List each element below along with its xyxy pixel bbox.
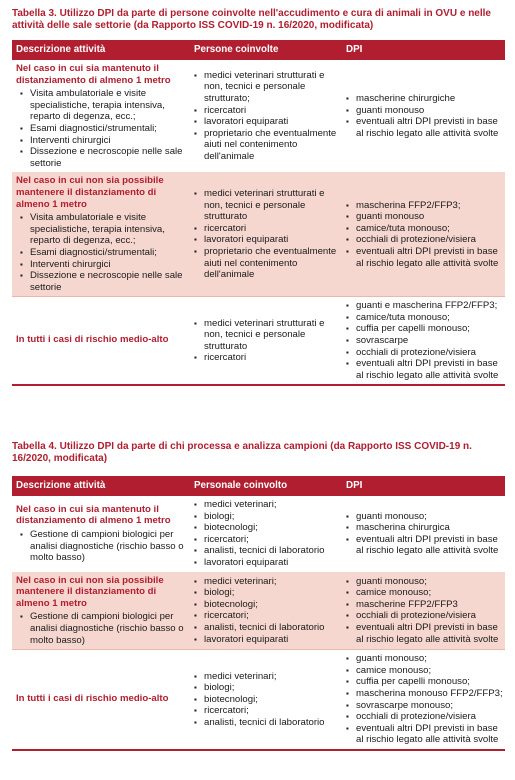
dpi-item: ▪ eventuali altri DPI previsti in base al rischio legato alle attività svolte bbox=[346, 116, 503, 139]
dpi-item: ▪ guanti monouso; bbox=[346, 576, 503, 588]
person-item: ▪ ricercatori; bbox=[194, 534, 340, 546]
dpi-item: ▪ guanti monouso bbox=[346, 105, 503, 117]
table-row bbox=[12, 496, 505, 572]
person-item: ▪ medici veterinari; bbox=[194, 499, 340, 511]
activity-item: ▪ Interventi chirurgici bbox=[20, 259, 188, 271]
dpi-item: ▪ occhiali di protezione/visiera bbox=[346, 234, 503, 246]
person-item: ▪ ricercatori bbox=[194, 105, 340, 117]
person-item: ▪ ricercatori bbox=[194, 223, 340, 235]
dpi-item: ▪ guanti monouso; bbox=[346, 653, 503, 665]
dpi-item: ▪ sovrascarpe bbox=[346, 335, 503, 347]
dpi-list bbox=[346, 200, 503, 270]
activity-item: ▪ Visita ambulatoriale e visite specialistiche, terapia intensiva, reparto di degenza, ecc.; bbox=[20, 88, 188, 123]
activity-list bbox=[20, 529, 188, 564]
person-item: ▪ analisti, tecnici di laboratorio bbox=[194, 545, 340, 557]
dpi-item: ▪ eventuali altri DPI previsti in base al rischio legato alle attività svolte bbox=[346, 723, 503, 746]
activity-item: ▪ Interventi chirurgici bbox=[20, 135, 188, 147]
person-item: ▪ biotecnologi; bbox=[194, 694, 340, 706]
description-cell bbox=[12, 297, 190, 386]
activity-item: ▪ Dissezione e necroscopie nelle sale settorie bbox=[20, 270, 188, 293]
dpi-list bbox=[346, 300, 503, 381]
header-people: Personale coinvolto bbox=[190, 476, 342, 496]
dpi-list bbox=[346, 576, 503, 646]
activity-item: ▪ Esami diagnostici/strumentali; bbox=[20, 247, 188, 259]
dpi-cell bbox=[342, 297, 505, 386]
activity-item: ▪ Gestione di campioni biologici per analisi diagnostiche (rischio basso o molto basso) bbox=[20, 529, 188, 564]
person-list bbox=[194, 499, 340, 569]
activity-item: ▪ Gestione di campioni biologici per analisi diagnostiche (rischio basso o molto basso) bbox=[20, 611, 188, 646]
dpi-cell bbox=[342, 60, 505, 172]
header-dpi: DPI bbox=[342, 40, 505, 60]
dpi-item: ▪ eventuali altri DPI previsti in base al rischio legato alle attività svolte bbox=[346, 358, 503, 381]
dpi-item: ▪ occhiali di protezione/visiera bbox=[346, 610, 503, 622]
dpi-cell bbox=[342, 496, 505, 572]
person-item: ▪ medici veterinari strutturati e non, tecnici e personale strutturato; bbox=[194, 70, 340, 105]
description-cell bbox=[12, 60, 190, 172]
dpi-item: ▪ mascherina chirurgica bbox=[346, 522, 503, 534]
row-heading: Nel caso in cui non sia possibile mantenere il distanziamento di almeno 1 metro bbox=[16, 175, 164, 210]
row-heading: Nel caso in cui sia mantenuto il distanziamento di almeno 1 metro bbox=[16, 63, 171, 86]
description-cell bbox=[12, 650, 190, 750]
person-item: ▪ ricercatori; bbox=[194, 610, 340, 622]
table-row bbox=[12, 172, 505, 296]
person-item: ▪ biologi; bbox=[194, 511, 340, 523]
dpi-item: ▪ guanti e mascherina FFP2/FFP3; bbox=[346, 300, 503, 312]
person-list bbox=[194, 188, 340, 281]
person-item: ▪ proprietario che eventualmente aiuti nel contenimento dell'animale bbox=[194, 128, 340, 163]
person-item: ▪ biotecnologi; bbox=[194, 599, 340, 611]
person-item: ▪ medici veterinari strutturati e non, tecnici e personale strutturato bbox=[194, 188, 340, 223]
table3-header-row bbox=[12, 40, 505, 60]
person-list bbox=[194, 576, 340, 646]
people-cell bbox=[190, 172, 342, 296]
dpi-list bbox=[346, 511, 503, 557]
person-item: ▪ proprietario che eventualmente aiuti nel contenimento dell'animale bbox=[194, 246, 340, 281]
person-list bbox=[194, 318, 340, 364]
dpi-item: ▪ mascherine chirurgiche bbox=[346, 93, 503, 105]
table4-header-row bbox=[12, 476, 505, 496]
dpi-item: ▪ camice monouso; bbox=[346, 587, 503, 599]
person-item: ▪ analisti, tecnici di laboratorio bbox=[194, 717, 340, 729]
dpi-item: ▪ guanti monouso bbox=[346, 211, 503, 223]
row-heading: Nel caso in cui non sia possibile mantenere il distanziamento di almeno 1 metro bbox=[16, 574, 164, 609]
dpi-item: ▪ cuffia per capelli monouso; bbox=[346, 323, 503, 335]
dpi-item: ▪ mascherine FFP2/FFP3 bbox=[346, 599, 503, 611]
person-list bbox=[194, 671, 340, 729]
description-cell bbox=[12, 572, 190, 650]
person-item: ▪ lavoratori equiparati bbox=[194, 116, 340, 128]
person-item: ▪ medici veterinari strutturati e non, tecnici e personale strutturato bbox=[194, 318, 340, 353]
dpi-item: ▪ sovrascarpe monouso; bbox=[346, 700, 503, 712]
activity-list bbox=[20, 611, 188, 646]
dpi-cell bbox=[342, 172, 505, 296]
dpi-item: ▪ eventuali altri DPI previsti in base al rischio legato alle attività svolte bbox=[346, 246, 503, 269]
dpi-item: ▪ occhiali di protezione/visiera bbox=[346, 347, 503, 359]
person-list bbox=[194, 70, 340, 163]
description-cell bbox=[12, 172, 190, 296]
activity-item: ▪ Visita ambulatoriale e visite specialistiche, terapia intensiva, reparto di degenza, ecc.; bbox=[20, 212, 188, 247]
table3-caption: Tabella 3. Utilizzo DPI da parte di persone coinvolte nell'accudimento e cura di animali in OVU e nelle attività delle sale settorie (da Rapporto ISS COVID-19 n. 16/2020, modificata) bbox=[12, 8, 491, 32]
table-row bbox=[12, 60, 505, 172]
dpi-item: ▪ cuffia per capelli monouso; bbox=[346, 676, 503, 688]
dpi-item: ▪ mascherina monouso FFP2/FFP3; bbox=[346, 688, 503, 700]
activity-item: ▪ Esami diagnostici/strumentali; bbox=[20, 123, 188, 135]
dpi-item: ▪ occhiali di protezione/visiera bbox=[346, 711, 503, 723]
header-description: Descrizione attività bbox=[12, 476, 190, 496]
person-item: ▪ lavoratori equiparati bbox=[194, 634, 340, 646]
table3 bbox=[12, 40, 505, 386]
dpi-list bbox=[346, 653, 503, 746]
people-cell bbox=[190, 650, 342, 750]
description-cell bbox=[12, 496, 190, 572]
row-heading: In tutti i casi di rischio medio-alto bbox=[16, 334, 169, 346]
table4-caption: Tabella 4. Utilizzo DPI da parte di chi processa e analizza campioni (da Rapporto ISS COVID-19 n. 16/2020, modificata) bbox=[12, 441, 472, 465]
row-heading: In tutti i casi di rischio medio-alto bbox=[16, 692, 169, 704]
person-item: ▪ medici veterinari; bbox=[194, 576, 340, 588]
table4 bbox=[12, 476, 505, 751]
dpi-item: ▪ camice monouso; bbox=[346, 665, 503, 677]
person-item: ▪ ricercatori bbox=[194, 352, 340, 364]
activity-item: ▪ Dissezione e necroscopie nelle sale settorie bbox=[20, 146, 188, 169]
header-description: Descrizione attività bbox=[12, 40, 190, 60]
activity-list bbox=[20, 212, 188, 293]
dpi-cell bbox=[342, 650, 505, 750]
person-item: ▪ medici veterinari; bbox=[194, 671, 340, 683]
dpi-item: ▪ camice/tuta monouso; bbox=[346, 312, 503, 324]
header-dpi: DPI bbox=[342, 476, 505, 496]
person-item: ▪ biologi; bbox=[194, 587, 340, 599]
dpi-cell bbox=[342, 572, 505, 650]
person-item: ▪ analisti, tecnici di laboratorio bbox=[194, 622, 340, 634]
people-cell bbox=[190, 496, 342, 572]
person-item: ▪ biotecnologi; bbox=[194, 522, 340, 534]
person-item: ▪ lavoratori equiparati bbox=[194, 557, 340, 569]
people-cell bbox=[190, 60, 342, 172]
person-item: ▪ ricercatori; bbox=[194, 705, 340, 717]
dpi-item: ▪ eventuali altri DPI previsti in base al rischio legato alle attività svolte bbox=[346, 622, 503, 645]
person-item: ▪ lavoratori equiparati bbox=[194, 234, 340, 246]
dpi-item: ▪ eventuali altri DPI previsti in base al rischio legato alle attività svolte bbox=[346, 534, 503, 557]
person-item: ▪ biologi; bbox=[194, 682, 340, 694]
people-cell bbox=[190, 572, 342, 650]
dpi-item: ▪ mascherina FFP2/FFP3; bbox=[346, 200, 503, 212]
header-people: Persone coinvolte bbox=[190, 40, 342, 60]
people-cell bbox=[190, 297, 342, 386]
dpi-list bbox=[346, 93, 503, 139]
table-row bbox=[12, 650, 505, 750]
table-row bbox=[12, 297, 505, 386]
table-row bbox=[12, 572, 505, 650]
dpi-item: ▪ camice/tuta monouso; bbox=[346, 223, 503, 235]
dpi-item: ▪ guanti monouso; bbox=[346, 511, 503, 523]
activity-list bbox=[20, 88, 188, 169]
row-heading: Nel caso in cui sia mantenuto il distanziamento di almeno 1 metro bbox=[16, 503, 171, 527]
